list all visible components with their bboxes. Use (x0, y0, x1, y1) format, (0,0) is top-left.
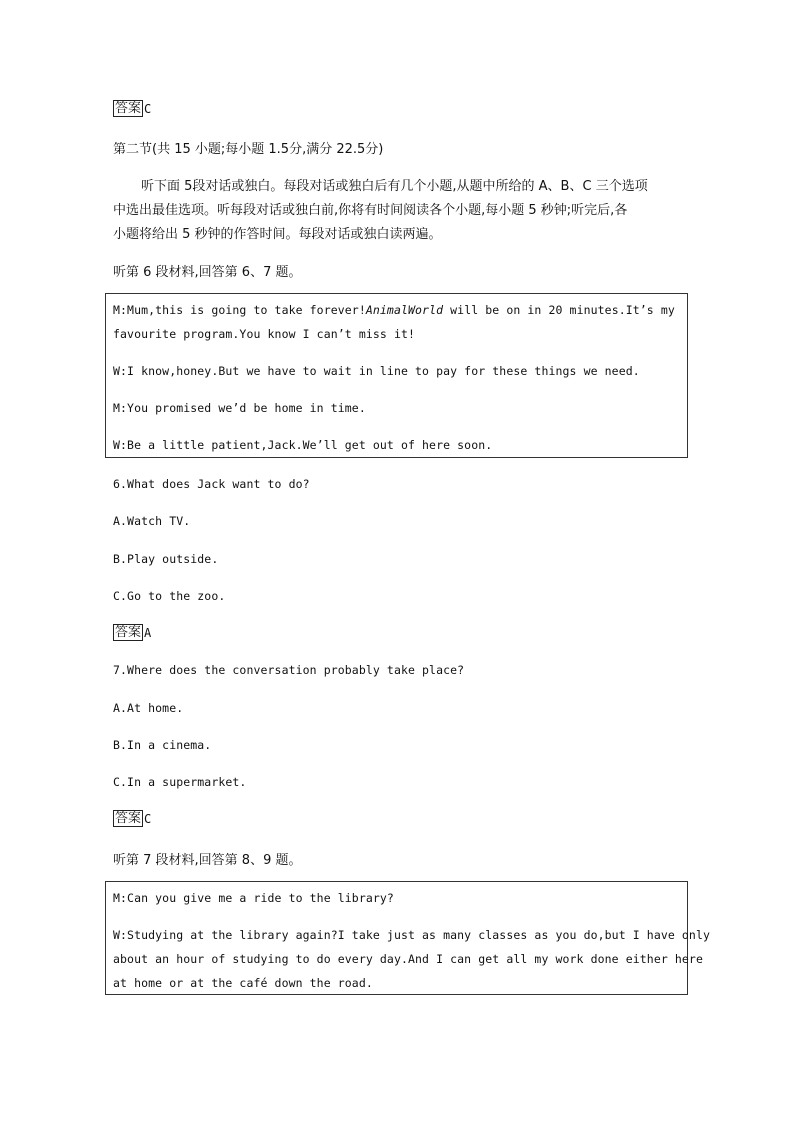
material-6-heading: 听第 6 段材料,回答第 6、7 题。 (113, 265, 302, 280)
dialog-line: M:You promised we’d be home in time. (113, 401, 366, 415)
material-7-heading: 听第 7 段材料,回答第 8、9 题。 (113, 853, 302, 868)
instructions-line: 听下面 5段对话或独白。每段对话或独白后有几个小题,从题中所给的 A、B、C 三个选项 (141, 179, 648, 194)
answer-tag: 答案 (115, 101, 142, 116)
answer-value: C (144, 811, 152, 826)
dialog-line: M:Mum,this is going to take forever!AnimalWorld will be on in 20 minutes.It’s my (113, 303, 675, 317)
question-7: 7.Where does the conversation probably take place? (113, 663, 465, 677)
program-title: AnimalWorld (365, 303, 444, 317)
option-c: C.In a supermarket. (113, 775, 247, 789)
dialog-line: M:Can you give me a ride to the library? (113, 891, 394, 905)
answer-tag: 答案 (115, 625, 142, 640)
instructions-line: 中选出最佳选项。听每段对话或独白前,你将有时间阅读各个小题,每小题 5 秒钟;听完后,各 (113, 203, 628, 218)
option-c: C.Go to the zoo. (113, 589, 226, 603)
dialog-line: W:Be a little patient,Jack.We’ll get out of here soon. (113, 438, 493, 452)
option-a: A.At home. (113, 701, 184, 715)
instructions-line: 小题将给出 5 秒钟的作答时间。每段对话或独白读两遍。 (113, 227, 442, 242)
answer-value: C (144, 101, 152, 116)
instructions-paragraph (113, 175, 693, 245)
section-heading: 第二节(共 15 小题;每小题 1.5分,满分 22.5分) (113, 142, 384, 157)
answer-row-q7 (113, 810, 151, 827)
dialog-6-transcript (105, 293, 688, 458)
option-a: A.Watch TV. (113, 514, 191, 528)
dialog-7-transcript (105, 881, 711, 995)
answer-row-q6 (113, 624, 151, 641)
answer-value: A (144, 625, 152, 640)
dialog-line: favourite program.You know I can’t miss it! (113, 327, 416, 341)
question-6: 6.What does Jack want to do? (113, 477, 310, 491)
option-b: B.In a cinema. (113, 738, 212, 752)
answer-tag: 答案 (115, 811, 142, 826)
dialog-line: W:Studying at the library again?I take just as many classes as you do,but I have only (113, 928, 711, 942)
answer-row-q5 (113, 100, 151, 117)
option-b: B.Play outside. (113, 552, 219, 566)
dialog-line: about an hour of studying to do every day.And I can get all my work done either here (113, 952, 703, 966)
dialog-line: W:I know,honey.But we have to wait in line to pay for these things we need. (113, 364, 640, 378)
dialog-line: at home or at the café down the road. (113, 976, 373, 990)
